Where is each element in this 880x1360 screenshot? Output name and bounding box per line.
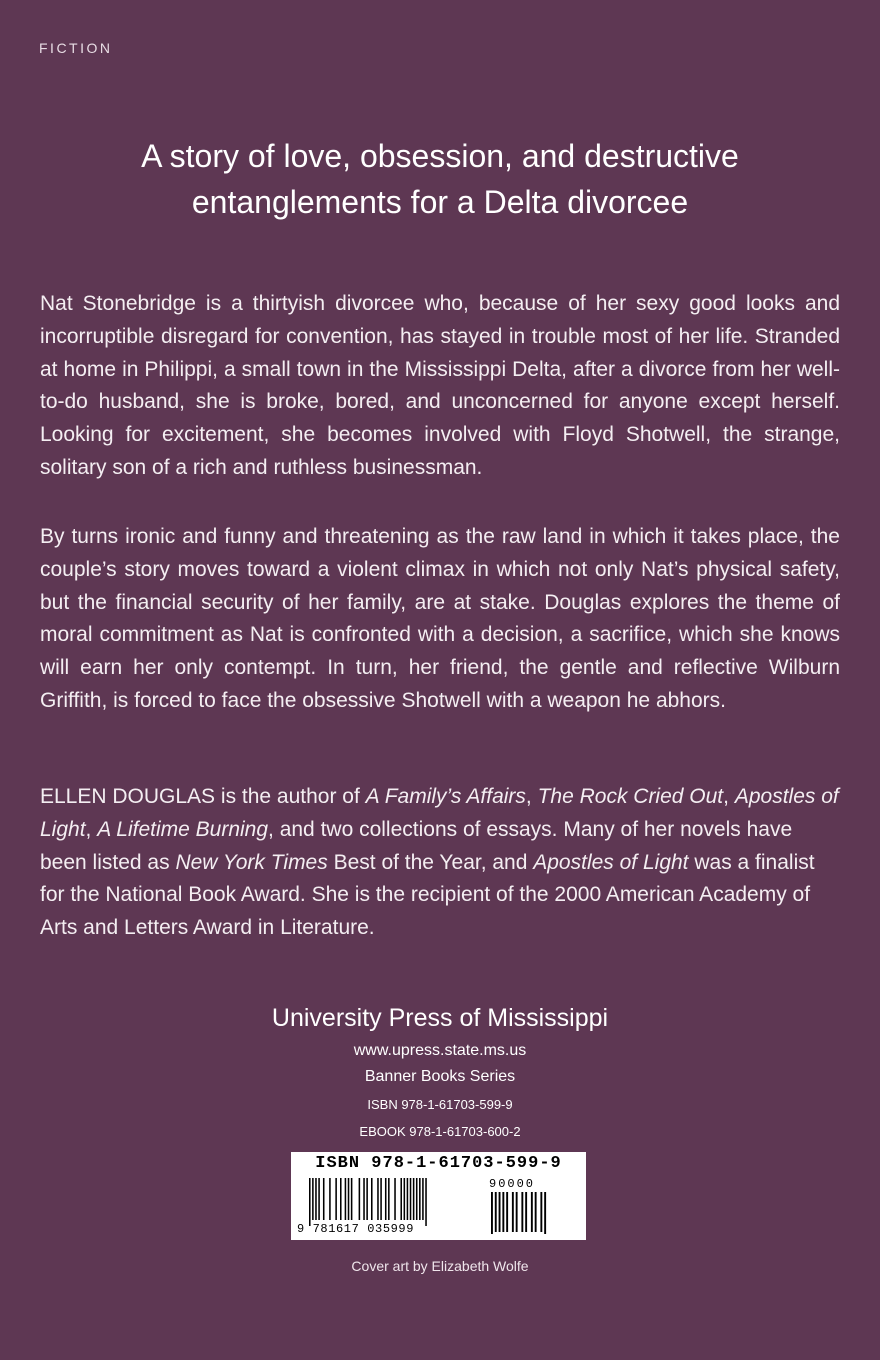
tagline — [60, 133, 820, 225]
barcode-bar — [535, 1192, 537, 1232]
cover-art-credit: Cover art by Elizabeth Wolfe — [351, 1258, 529, 1274]
barcode-bar — [422, 1178, 424, 1220]
bio-text: Best of the Year, and — [327, 850, 534, 874]
bio-text: ELLEN DOUGLAS is the author of — [40, 785, 366, 808]
barcode-bar — [388, 1178, 390, 1220]
description-paragraph-1: Nat Stonebridge is a thirtyish divorcee who, because of her sexy good looks and incorruptible disregard for convention, has stayed in trouble most of her life. Stranded at home in Philippi, a small town in the Mississippi Delta, after a divorce from her well-to-do husband, she is broke, bored, and unconcerned for anyone except herself. Looking for excitement, she becomes involved with Floyd Shotwell, the strange, solitary son of a rich and ruthless businessman. — [40, 292, 840, 479]
barcode-bar — [380, 1178, 382, 1220]
barcode-bar — [359, 1178, 361, 1220]
genre-label: FICTION — [39, 40, 113, 56]
book-title: A Lifetime Burning — [97, 817, 269, 841]
barcode-bar — [525, 1192, 527, 1232]
barcode-bar — [407, 1178, 409, 1220]
barcode-bar — [371, 1178, 373, 1220]
barcode-bar — [345, 1178, 347, 1220]
barcode-bar — [348, 1178, 350, 1220]
book-title: Apostles of Light — [533, 850, 689, 874]
barcode-isbn-text: ISBN 978-1-61703-599-9 — [315, 1154, 562, 1173]
barcode-bar — [340, 1178, 342, 1220]
barcode-bar — [506, 1192, 508, 1232]
barcode-bar — [318, 1178, 320, 1220]
barcode-bar — [499, 1192, 501, 1232]
barcode — [291, 1152, 586, 1240]
bio-text: , — [723, 785, 735, 808]
barcode-price-code: 90000 — [489, 1177, 536, 1191]
barcode-bar — [419, 1178, 421, 1220]
barcode-bar — [512, 1192, 514, 1232]
description-paragraph-2: By turns ironic and funny and threatening as the raw land in which it takes place, the couple’s story moves toward a violent climax in which not only Nat’s physical safety, but the financial security of her family, are at stake. Douglas explores the theme of moral commitment as Nat is confronted with a decision, a sacrifice, which she knows will earn her only contempt. In turn, her friend, the gentle and reflective Wilburn Griffith, is forced to face the obsessive Shotwell with a weapon he abhors. — [40, 525, 840, 712]
barcode-bar — [329, 1178, 331, 1220]
barcode-bar — [491, 1192, 493, 1234]
tagline-line-2: entanglements for a Delta divorcee — [191, 184, 689, 220]
barcode-bar — [377, 1178, 379, 1220]
barcode-bar — [495, 1192, 497, 1232]
barcode-bar — [425, 1178, 427, 1226]
barcode-bar — [363, 1178, 365, 1220]
publisher-name: University Press of Mississippi — [271, 1004, 609, 1032]
tagline-line-1: A story of love, obsession, and destructive — [141, 138, 739, 174]
series-name: Banner Books Series — [364, 1068, 516, 1085]
book-title: The Rock Cried Out — [537, 785, 724, 808]
bio-text: , — [525, 785, 538, 808]
publication-name: New York Times — [175, 850, 328, 874]
book-title: A Family’s Affairs — [365, 785, 526, 808]
barcode-bar — [516, 1192, 518, 1232]
barcode-bar — [335, 1178, 337, 1220]
barcode-bar — [404, 1178, 406, 1220]
barcode-bar — [315, 1178, 317, 1220]
barcode-bar — [366, 1178, 368, 1220]
barcode-bar — [385, 1178, 387, 1220]
barcode-bar — [531, 1192, 533, 1232]
barcode-bar — [521, 1192, 523, 1232]
barcode-bar — [312, 1178, 314, 1220]
barcode-bar — [413, 1178, 415, 1220]
bio-text: , — [85, 817, 98, 841]
barcode-bar — [544, 1192, 546, 1234]
addon-barcode-bars — [491, 1192, 577, 1236]
author-bio — [40, 781, 840, 945]
barcode-bar — [416, 1178, 418, 1220]
ebook-isbn-line: EBOOK 978-1-61703-600-2 — [359, 1124, 521, 1139]
barcode-ean-digits: 9 781617 035999 — [297, 1222, 415, 1236]
book-title: Apostles of Light — [40, 785, 839, 841]
bio-text: , and two collections of essays. Many of her novels have been listed as — [40, 817, 793, 874]
isbn-line: ISBN 978-1-61703-599-9 — [367, 1097, 513, 1112]
publisher-url: www.upress.state.ms.us — [353, 1042, 527, 1059]
barcode-bar — [323, 1178, 325, 1220]
ean-barcode-bars — [309, 1178, 471, 1228]
barcode-bar — [410, 1178, 412, 1220]
barcode-bar — [394, 1178, 396, 1220]
barcode-bar — [351, 1178, 353, 1220]
barcode-bar — [309, 1178, 311, 1226]
barcode-bar — [540, 1192, 542, 1232]
bio-text: was a finalist for the National Book Award. She is the recipient of the 2000 American Academy of Arts and Letters Award in Literature. — [40, 850, 815, 940]
barcode-bar — [400, 1178, 402, 1220]
barcode-bar — [502, 1192, 504, 1232]
